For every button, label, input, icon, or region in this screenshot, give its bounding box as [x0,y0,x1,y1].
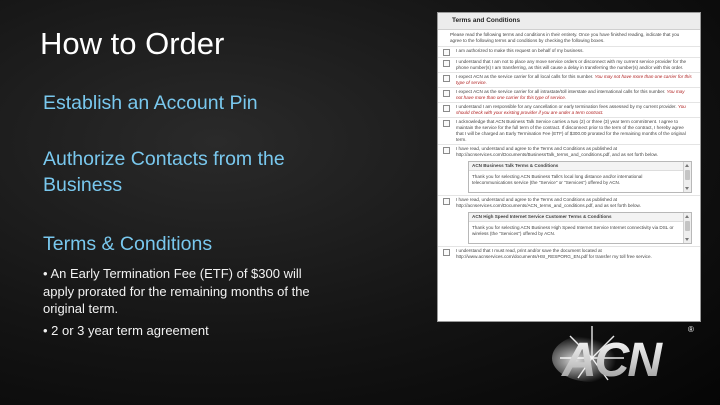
heading-account-pin: Establish an Account Pin [43,92,258,114]
row-emphasis: You may not have more than one carrier for this type of service. [456,89,685,100]
row-text: I understand that I am not to place any move service orders or disconnect with my current service provider for the phone number(s) I am transferring, as this will cause a delay in transferring the number(s) and/or with this order. [456,59,687,70]
terms-row[interactable] [438,46,700,57]
terms-row[interactable] [438,102,700,117]
checkbox[interactable] [443,147,450,154]
terms-row[interactable] [438,72,700,87]
scroll-box-title: ACN High Speed Internet Service Customer Terms & Conditions [469,213,691,222]
terms-row[interactable] [438,144,700,159]
scrollbar-thumb[interactable] [685,170,690,180]
row-text: I have read, understand and agree to the Terms and Conditions as published at http://acnservices.com/Documents/BusinessTalk_terms_and_conditions.pdf, and as set forth below. [456,146,658,157]
scroll-up-icon[interactable] [685,164,689,167]
scroll-box-body: Thank you for selecting ACN Business High Speed Internet Service Internet connectivity via DSL or wireless (the "Services") offered by ACN. [472,225,674,236]
checkbox[interactable] [443,105,450,112]
scroll-box-body: Thank you for selecting ACN Business Talk's local long distance and/or international telecommunications service (the "Service" or "Services") offered by ACN. [472,174,643,185]
row-text: I expect ACN as the service carrier for all intrastate/toll interstate and international calls for this number. [456,89,666,94]
row-text: I have read, understand and agree to the Terms and Conditions as published at http://acnservices.com/Documents/ACN_terms_and_conditions.pdf, and as set forth below. [456,197,641,208]
terms-scroll-box[interactable] [468,161,692,193]
row-text: I understand that I must read, print and/or save the document located at http://www.acnservices.com/documents/HSI_RESPORG_EN.pdf for transfer my toll free service. [456,248,652,259]
terms-row[interactable] [438,87,700,102]
bullet-etf: • An Early Termination Fee (ETF) of $300 will apply prorated for the remaining months of the original term. [43,266,310,316]
terms-row[interactable] [438,117,700,144]
row-text: I understand I am responsible for any cancellation or early termination fees assessed by my current provider. [456,104,677,109]
checkbox[interactable] [443,249,450,256]
checkbox[interactable] [443,198,450,205]
terms-row[interactable] [438,195,700,210]
checkbox[interactable] [443,60,450,67]
terms-row[interactable] [438,57,700,72]
logo-wordmark: ACN [562,334,660,387]
scroll-box-title: ACN Business Talk Terms & Conditions [469,162,691,171]
checkbox[interactable] [443,90,450,97]
terms-row[interactable] [438,246,700,261]
scroll-down-icon[interactable] [685,238,689,241]
scrollbar[interactable] [683,162,691,192]
checkbox[interactable] [443,120,450,127]
form-header: Terms and Conditions [438,13,700,30]
row-text: I am authorized to make this request on behalf of my business. [456,48,584,53]
acn-logo [552,318,720,398]
scroll-down-icon[interactable] [685,187,689,190]
scrollbar[interactable] [683,213,691,243]
checkbox[interactable] [443,75,450,82]
form-intro: Please read the following terms and conditions in their entirety. Once you have finished reading, indicate that you agree to the following terms and conditions by checking the following boxes. [450,32,680,43]
row-emphasis: You may not have more than one carrier for this type of service. [456,74,692,85]
logo-registered-mark: ® [688,325,694,334]
internet-terms-scroll-box[interactable] [468,212,692,244]
heading-terms-conditions: Terms & Conditions [43,233,213,255]
terms-form-screenshot [437,12,701,322]
bullet-term-agreement: • 2 or 3 year term agreement [43,323,209,338]
row-emphasis: You should check with your existing provider if you are under a term contract. [456,104,686,115]
slide-title: How to Order [40,26,225,61]
heading-authorize-contacts: Authorize Contacts from the Business [43,148,285,196]
row-text: I acknowledge that ACN Business Talk Service carries a two (2) or three (3) year term commitment. I agree to maintain the service for the full term of the contract. If disconnect prior to the term of the contract, I hereby agree that I will be charged an Early Termination Fee (ETF) of $300.00 prorated for the remaining months of the original term. [456,119,686,142]
row-text: I expect ACN as the service carrier for all local calls for this number. [456,74,594,79]
scroll-up-icon[interactable] [685,215,689,218]
scrollbar-thumb[interactable] [685,221,690,231]
checkbox[interactable] [443,49,450,56]
